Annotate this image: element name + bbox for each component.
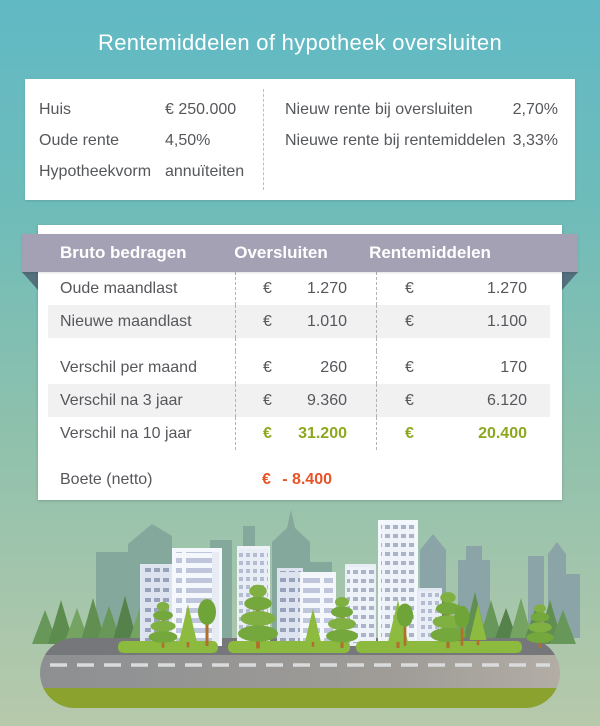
column-header-oversluiten: Oversluiten [234, 243, 328, 262]
rentemiddelen-value [377, 384, 562, 417]
euro-sign: € [263, 391, 272, 409]
rentemiddelen-value [377, 272, 562, 305]
table-row [38, 417, 562, 450]
oversluiten-value [235, 417, 377, 450]
amount: 1.270 [306, 279, 347, 297]
parameter-label: Huis [39, 100, 72, 118]
euro-sign: € [405, 358, 414, 376]
euro-sign: € [263, 312, 272, 330]
oversluiten-value [235, 272, 377, 305]
parameter-row [285, 125, 558, 156]
euro-sign: € [263, 424, 272, 442]
row-label: Verschil per maand [60, 358, 197, 376]
amount: 9.360 [306, 391, 347, 409]
parameter-value: annuïteiten [165, 162, 245, 180]
table-spacer-row [38, 338, 562, 351]
amount: 1.100 [486, 312, 527, 330]
amount: - 8.400 [282, 470, 332, 488]
parameter-value: 2,70% [512, 100, 558, 118]
parameters-left-column [25, 79, 263, 200]
parameters-card [25, 79, 575, 200]
parameter-value: € 250.000 [165, 100, 237, 118]
ribbon-fold-left [22, 272, 38, 290]
amount: 260 [320, 358, 347, 376]
row-label: Verschil na 3 jaar [60, 391, 183, 409]
parameter-label: Nieuw rente bij oversluiten [285, 100, 473, 118]
rentemiddelen-value [377, 351, 562, 384]
table-spacer-row [38, 450, 562, 463]
table-row [38, 384, 562, 417]
oversluiten-value [235, 463, 377, 496]
oversluiten-value [235, 384, 377, 417]
amount: 31.200 [298, 424, 347, 442]
rentemiddelen-value [377, 305, 562, 338]
row-label: Oude maandlast [60, 279, 178, 297]
city-illustration [0, 496, 600, 726]
parameter-label: Oude rente [39, 131, 120, 149]
comparison-table [38, 272, 562, 496]
euro-sign: € [262, 470, 271, 488]
oversluiten-value [235, 305, 377, 338]
parameter-value: 3,33% [512, 131, 558, 149]
parameter-row [39, 94, 263, 125]
parameter-row [39, 156, 263, 187]
table-row [38, 305, 562, 338]
row-label: Verschil na 10 jaar [60, 424, 192, 442]
parameter-value: 4,50% [165, 131, 211, 149]
amount: 1.010 [306, 312, 347, 330]
ribbon-fold-right [562, 272, 578, 290]
euro-sign: € [405, 279, 414, 297]
amount: 20.400 [478, 424, 527, 442]
table-row [38, 351, 562, 384]
rentemiddelen-value [377, 463, 562, 496]
amount: 170 [500, 358, 527, 376]
row-label: Boete (netto) [60, 470, 153, 488]
oversluiten-value [235, 351, 377, 384]
euro-sign: € [405, 424, 414, 442]
parameters-right-column [264, 79, 575, 200]
parameter-row [39, 125, 263, 156]
amount: 6.120 [486, 391, 527, 409]
table-row-boete [38, 463, 562, 496]
euro-sign: € [263, 279, 272, 297]
parameter-label: Hypotheekvorm [39, 162, 152, 180]
euro-sign: € [405, 312, 414, 330]
amount: 1.270 [486, 279, 527, 297]
parameter-label: Nieuwe rente bij rentemiddelen [285, 131, 506, 149]
rentemiddelen-value [377, 417, 562, 450]
row-label: Nieuwe maandlast [60, 312, 192, 330]
column-header-rentemiddelen: Rentemiddelen [369, 243, 491, 262]
euro-sign: € [263, 358, 272, 376]
table-header-ribbon [22, 234, 578, 272]
column-header-bruto-bedragen: Bruto bedragen [60, 243, 187, 262]
table-row [38, 272, 562, 305]
euro-sign: € [405, 391, 414, 409]
parameter-row [285, 94, 558, 125]
page-title: Rentemiddelen of hypotheek oversluiten [98, 30, 502, 55]
